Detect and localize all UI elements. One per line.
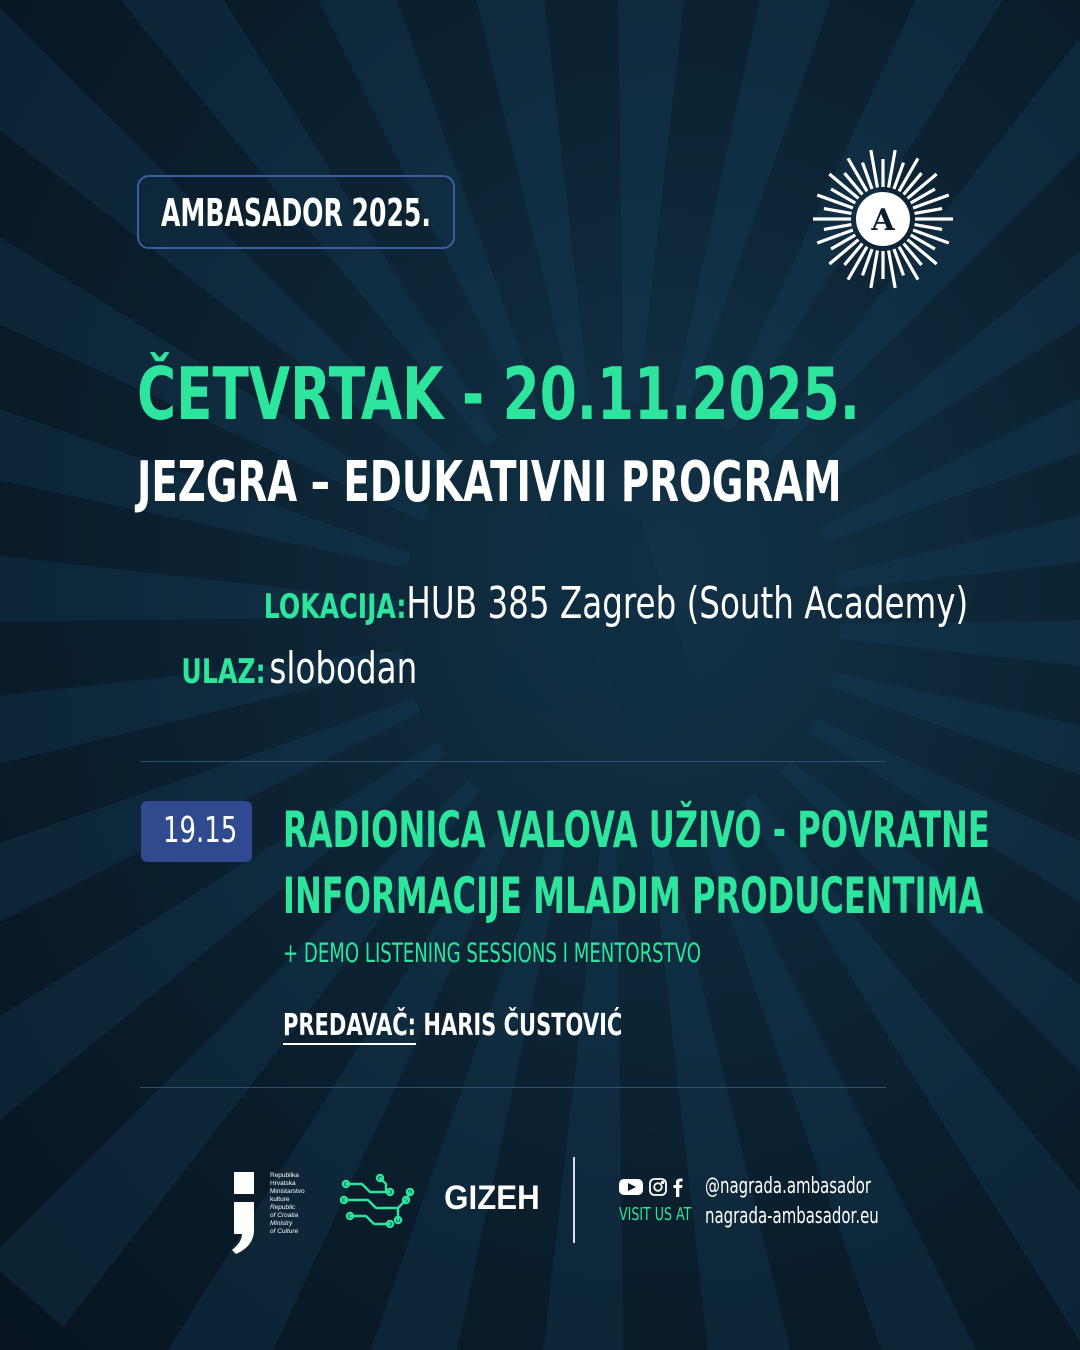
entry-row (181, 643, 417, 694)
ministry-line-1: Republika (270, 1172, 299, 1179)
session-title-line1: RADIONICA VALOVA UŽIVO - POVRATNE (283, 801, 990, 859)
facebook-icon[interactable] (674, 1179, 683, 1198)
ministry-text (270, 1172, 305, 1236)
social-handle[interactable]: @nagrada.ambasador (705, 1174, 872, 1199)
location-label: LOKACIJA: (263, 587, 407, 627)
location-value: HUB 385 Zagreb (South Academy) (406, 578, 969, 629)
entry-label: ULAZ: (181, 652, 266, 692)
speaker (283, 1004, 622, 1048)
partner-logo-gizeh: GIZEH (444, 1179, 540, 1217)
edition-badge-label: AMBASADOR 2025. (161, 191, 431, 235)
session-title-line2: INFORMACIJE MLADIM PRODUCENTIMA (283, 867, 984, 925)
edition-badge (137, 175, 455, 249)
ambasador-sunburst-logo (812, 148, 954, 290)
ministry-of-culture-logo-icon (228, 1172, 260, 1254)
ministry-line-en-1: Republic (270, 1204, 296, 1211)
footer-divider (573, 1157, 575, 1243)
website-link[interactable]: nagrada-ambasador.eu (705, 1204, 879, 1229)
session-time-badge (141, 801, 252, 862)
speaker-name: HARIS ČUSTOVIĆ (423, 1008, 623, 1043)
ministry-line-2: Hrvatska (270, 1180, 296, 1187)
youtube-icon[interactable] (619, 1179, 643, 1195)
speaker-label: PREDAVAČ: (283, 1008, 417, 1043)
session-subtitle: + DEMO LISTENING SESSIONS I MENTORSTVO (283, 938, 701, 969)
entry-value: slobodan (269, 643, 418, 694)
ministry-line-en-4: of Culture (270, 1228, 299, 1235)
social-icons (619, 1176, 685, 1198)
divider-bottom (140, 1087, 886, 1088)
ministry-line-en-2: of Croatia (270, 1212, 299, 1219)
instagram-icon[interactable] (650, 1179, 666, 1195)
ministry-line-en-3: Ministry (270, 1220, 293, 1227)
visit-label: VISIT US AT (619, 1204, 692, 1225)
logo-letter: A (871, 203, 895, 238)
location-row (264, 578, 968, 629)
ministry-line-4: kulture (270, 1196, 290, 1203)
circuit-logo-icon (340, 1170, 418, 1232)
divider-top (140, 761, 886, 762)
event-date: ČETVRTAK - 20.11.2025. (137, 352, 860, 436)
ministry-line-3: Ministarstvo (270, 1188, 305, 1195)
program-title: JEZGRA – EDUKATIVNI PROGRAM (137, 450, 842, 515)
session-time: 19.15 (163, 810, 238, 851)
